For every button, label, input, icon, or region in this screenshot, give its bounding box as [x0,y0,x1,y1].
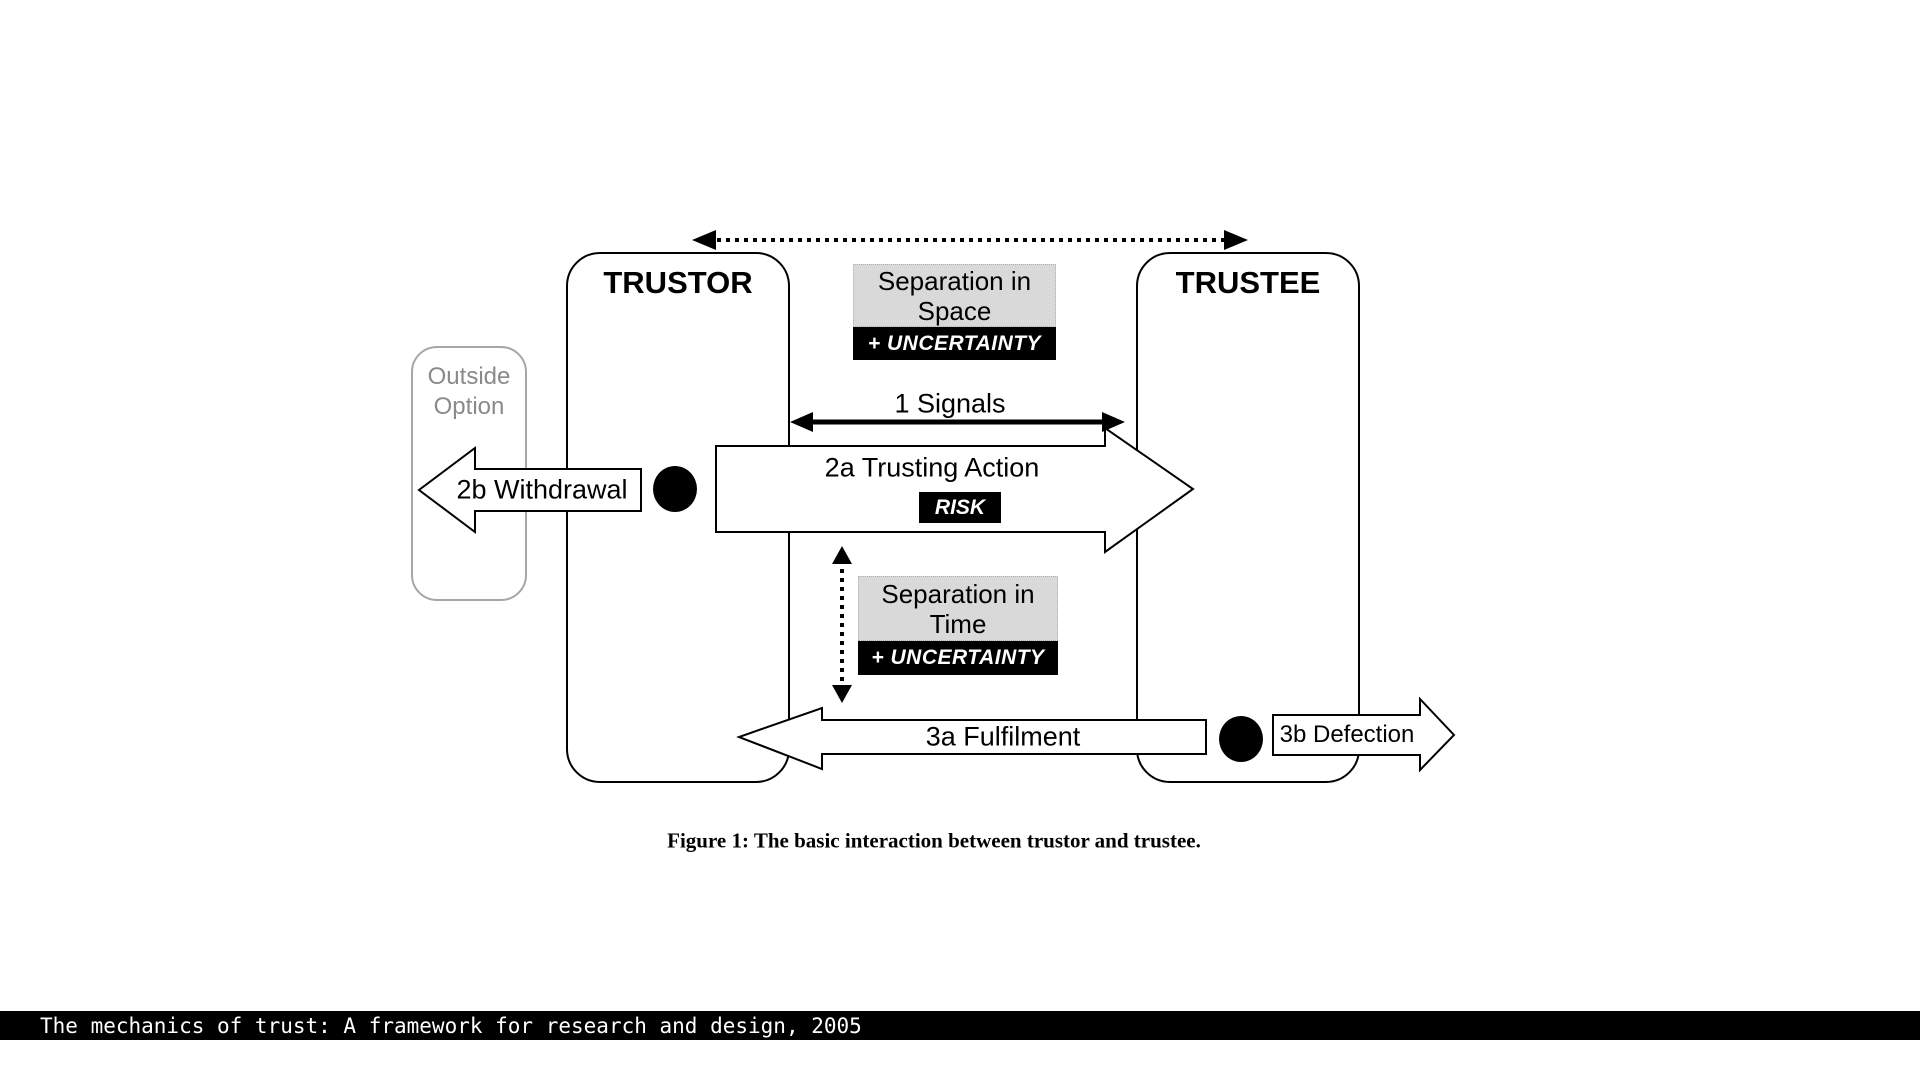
trustee-label: TRUSTEE [1175,265,1321,300]
signals-label: 1 Signals [894,388,1006,419]
separation-in-time-label: Separation in Time [858,576,1058,641]
citation-text: The mechanics of trust: A framework for research and design, 2005 [40,1013,862,1038]
fulfilment-label: 3a Fulfilment [925,721,1081,752]
trustee-decision-dot [1219,716,1263,762]
figure-caption: Figure 1: The basic interaction between trustor and trustee. [667,828,1201,853]
citation-bar [0,1011,1920,1040]
separation-in-time-block [858,576,1058,675]
separation-in-space-block [853,264,1056,360]
space-dotted-arrow-icon [692,230,1248,250]
separation-in-space-label: Separation in Space [853,264,1056,327]
trusting-action-label: 2a Trusting Action [824,452,1040,483]
defection-label: 3b Defection [1279,721,1415,748]
trustor-label: TRUSTOR [603,265,753,300]
trustor-decision-dot [653,466,697,512]
withdrawal-label: 2b Withdrawal [456,474,628,505]
space-uncertainty-badge: + UNCERTAINTY [853,327,1056,360]
risk-badge: RISK [919,492,1001,523]
time-dotted-arrow-icon [832,546,852,703]
outside-option-label: Outside Option [427,363,511,420]
trusting-action-arrow [716,428,1193,552]
time-uncertainty-badge: + UNCERTAINTY [858,641,1058,675]
